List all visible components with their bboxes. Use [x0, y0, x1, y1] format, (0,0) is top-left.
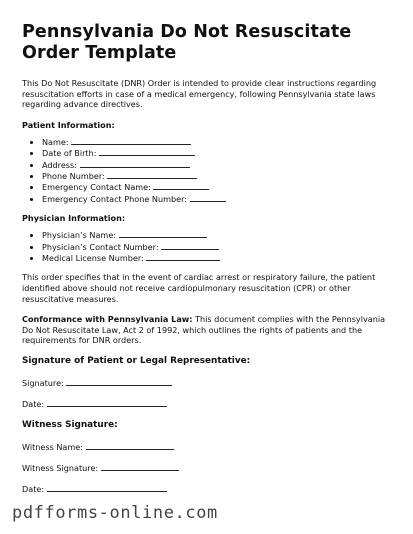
- list-item: [42, 136, 394, 147]
- physician-name-field-line[interactable]: [119, 229, 207, 238]
- field-label: Emergency Contact Name:: [42, 182, 151, 193]
- dob-field-line[interactable]: [99, 147, 195, 156]
- address-field-line[interactable]: [80, 159, 190, 168]
- physician-contact-field-line[interactable]: [161, 241, 219, 250]
- phone-field-line[interactable]: [107, 170, 197, 179]
- patient-info-heading: Patient Information:: [22, 119, 115, 130]
- witness-date-row: [22, 483, 394, 494]
- medical-license-field-line[interactable]: [146, 252, 220, 261]
- field-label: Emergency Contact Phone Number:: [42, 193, 188, 204]
- emergency-contact-name-field-line[interactable]: [153, 181, 209, 190]
- field-label: Date of Birth:: [42, 148, 97, 159]
- list-item: [42, 181, 394, 192]
- intro-paragraph: This Do Not Resuscitate (DNR) Order is intended to provide clear instructions regarding resuscitation efforts in case of a medical emergency, following Pennsylvania state laws regarding advance directives.: [22, 78, 377, 110]
- list-item: [42, 159, 394, 170]
- date-label: Date:: [22, 399, 45, 409]
- physician-info-heading: Physician Information:: [22, 213, 126, 224]
- physician-info-list: [22, 229, 394, 263]
- list-item: [42, 241, 394, 252]
- witness-date-label: Date:: [22, 484, 45, 494]
- name-field-line[interactable]: [71, 136, 191, 145]
- patient-signature-line[interactable]: [66, 377, 172, 386]
- list-item: [42, 229, 394, 240]
- witness-heading: Witness Signature:: [22, 420, 118, 430]
- witness-name-label: Witness Name:: [22, 442, 83, 452]
- conformance-paragraph: [22, 314, 394, 346]
- list-item: [42, 147, 394, 158]
- field-label: Phone Number:: [42, 171, 105, 181]
- emergency-contact-phone-field-line[interactable]: [190, 193, 226, 202]
- list-item: [42, 170, 394, 181]
- document-page: [22, 22, 394, 504]
- field-label: Name:: [42, 136, 69, 147]
- patient-signature-heading: Signature of Patient or Legal Representative:: [22, 356, 251, 366]
- witness-name-row: [22, 441, 394, 452]
- watermark-footer: pdfforms-online.com: [12, 503, 218, 523]
- list-item: [42, 252, 394, 263]
- witness-signature-row: [22, 462, 394, 473]
- witness-name-line[interactable]: [86, 441, 174, 450]
- patient-info-list: [22, 136, 394, 204]
- field-label: Physician’s Contact Number:: [42, 241, 159, 252]
- list-item: [42, 193, 394, 204]
- conformance-label: Conformance with Pennsylvania Law:: [22, 314, 193, 325]
- conformance-text: This document complies with the Pennsylvania Do Not Resuscitate Law, Act 2 of 1992, which outlines the rights of patients and the requirements for DNR orders.: [22, 314, 386, 346]
- witness-signature-label: Witness Signature:: [22, 463, 99, 473]
- document-title: Pennsylvania Do Not Resuscitate Order Template: [22, 22, 352, 63]
- patient-date-row: [22, 398, 394, 409]
- signature-label: Signature:: [22, 378, 64, 388]
- field-label: Physician’s Name:: [42, 230, 117, 241]
- order-paragraph: This order specifies that in the event of cardiac arrest or respiratory failure, the patient identified above should not receive cardiopulmonary resuscitation (CPR) or other resuscitative measures.: [22, 272, 376, 304]
- field-label: Address:: [42, 159, 77, 170]
- patient-date-line[interactable]: [47, 398, 167, 407]
- witness-signature-line[interactable]: [101, 462, 179, 471]
- field-label: Medical License Number:: [42, 253, 144, 264]
- witness-date-line[interactable]: [47, 483, 167, 492]
- patient-signature-row: [22, 377, 394, 388]
